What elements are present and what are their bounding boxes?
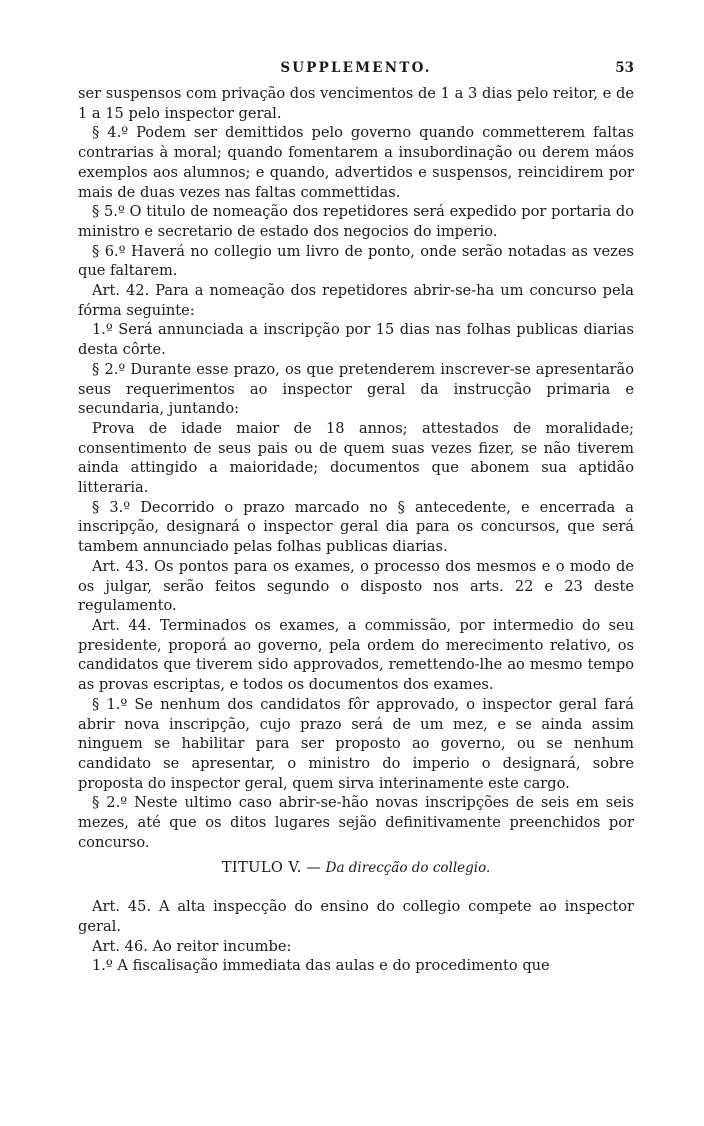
paragraph-section-3: § 3.º Decorrido o prazo marcado no § antecedente, e encerrada a inscripção, designará o inspector geral dia para os concursos, que será tambem annunciado pelas folhas publicas diarias. — [78, 498, 634, 556]
running-head — [78, 58, 634, 82]
body-text — [78, 84, 634, 976]
paragraph-art-44-section-1: § 1.º Se nenhum dos candidatos fôr approvado, o inspector geral fará abrir nova inscripção, cujo prazo será de um mez, e se ainda assim ninguem se habilitar para ser proposto ao governo, ou se nenhum candidato se apresentar, o ministro do imperio o designará, sobre proposta do inspector geral, quem sirva interinamente este cargo. — [78, 695, 634, 792]
paragraph-art-44: Art. 44. Terminados os exames, a commissão, por intermedio do seu presidente, proporá ao governo, pela ordem do merecimento relativo, os candidatos que tiverem sido approvados, remettendo-lhe ao mesmo tempo as provas escriptas, e todos os documentos dos exames. — [78, 616, 634, 694]
paragraph-art-43: Art. 43. Os pontos para os exames, o processo dos mesmos e o modo de os julgar, serão feitos segundo o disposto nos arts. 22 e 23 deste regulamento. — [78, 557, 634, 615]
section-title — [78, 858, 634, 879]
paragraph-art-42: Art. 42. Para a nomeação dos repetidores abrir-se-ha um concurso pela fórma seguinte: — [78, 282, 634, 319]
paragraph-section-6: § 6.º Haverá no collegio um livro de ponto, onde serão notadas as vezes que faltarem. — [78, 242, 634, 280]
paragraph-art-46: Art. 46. Ao reitor incumbe: — [92, 937, 292, 955]
paragraph-item-1: 1.º Será annunciada a inscripção por 15 dias nas folhas publicas diarias desta côrte. — [78, 321, 634, 359]
paragraph-art-44-section-2: § 2.º Neste ultimo caso abrir-se-hão novas inscripções de seis em seis mezes, até que os ditos lugares sejão definitivamente preenchidos por concurso. — [78, 794, 634, 851]
paragraph-section-2: § 2.º Durante esse prazo, os que pretenderem inscrever-se apresentarão seus requerimentos ao inspector geral da instrucção primaria e secundaria, juntando: — [78, 360, 634, 418]
title-main: TITULO V. — [221, 859, 302, 877]
paragraph-art-45: Art. 45. A alta inspecção do ensino do collegio compete ao inspector geral. — [78, 898, 634, 935]
page-number: 53 — [615, 60, 634, 76]
title-subtitle: Da direcção do collegio. — [325, 860, 491, 877]
running-title: SUPPLEMENTO. — [280, 60, 432, 76]
paragraph-section-5: § 5.º O titulo de nomeação dos repetidores será expedido por portaria do ministro e secretario de estado dos negocios do imperio. — [78, 203, 634, 240]
paragraph-section-4: § 4.º Podem ser demittidos pelo governo quando commetterem faltas contrarias à moral; quando fomentarem a insubordinação ou derem máos exemplos aos alumnos; e quando, advertidos e suspensos, reincidirem por mais de duas vezes nas faltas commettidas. — [78, 124, 634, 201]
title-dash: — — [301, 859, 326, 877]
paragraph-requirements: Prova de idade maior de 18 annos; attestados de moralidade; consentimento de seus pais ou de quem suas vezes fizer, se não tiverem ainda attingido a maioridade; documentos que abonem sua aptidão litteraria. — [78, 419, 634, 497]
page — [78, 58, 634, 976]
paragraph-continuation: ser suspensos com privação dos vencimentos de 1 a 3 dias pelo reitor, e de 1 a 15 pelo inspector geral. — [78, 85, 634, 122]
paragraph-art-46-item-1: 1.º A fiscalisação immediata das aulas e do procedimento que — [92, 957, 550, 975]
